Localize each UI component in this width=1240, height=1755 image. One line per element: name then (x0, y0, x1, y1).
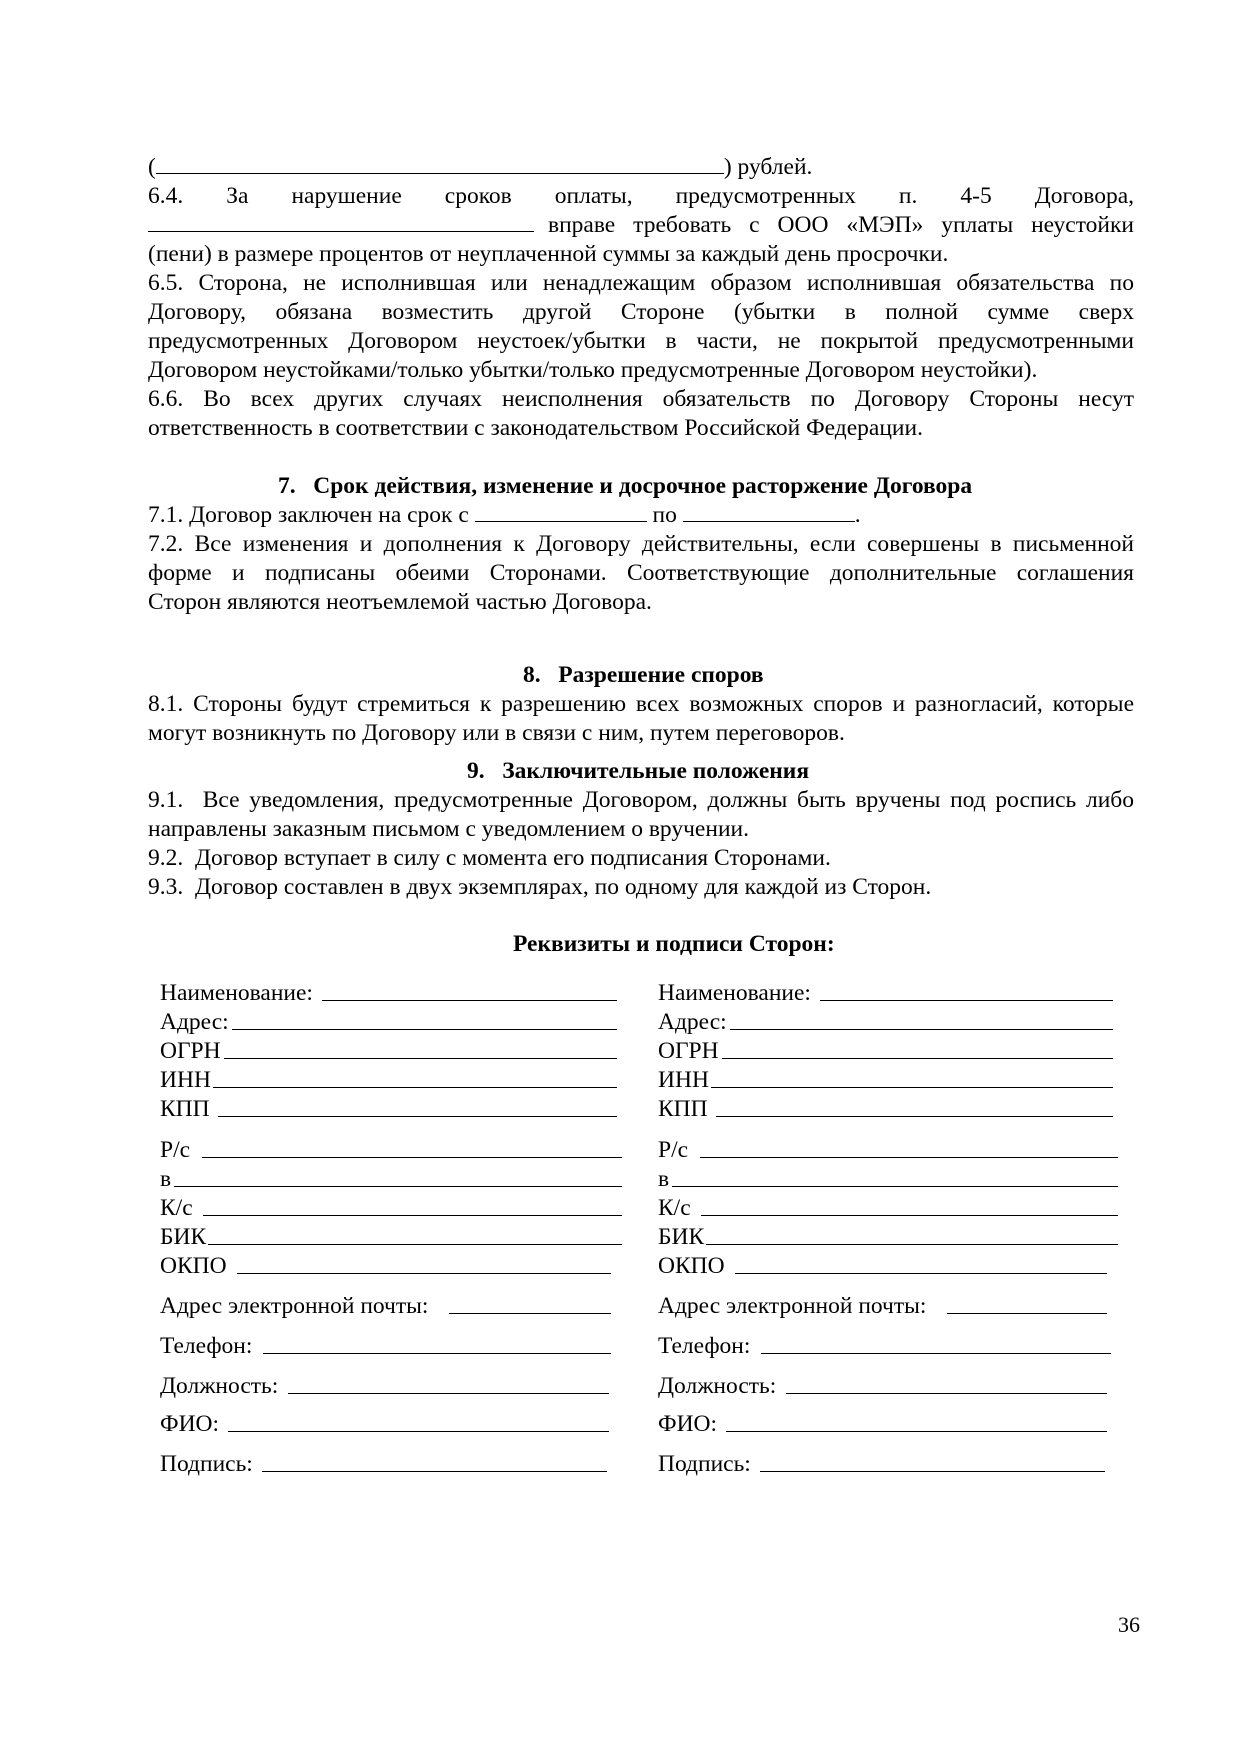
p6-4-line1: 6.4. За нарушение сроков оплаты, предусмотренных п. 4-5 Договора, (148, 183, 1135, 209)
field-rs-left[interactable] (202, 1157, 622, 1158)
label-ks-left: К/с (160, 1195, 193, 1221)
field-position-left[interactable] (288, 1393, 609, 1394)
field-name-right[interactable] (820, 1000, 1113, 1001)
field-signature-left[interactable] (262, 1471, 607, 1472)
label-ogrn-left: ОГРН (160, 1038, 221, 1064)
label-bank-left: в (160, 1166, 172, 1192)
label-rs-left: Р/с (160, 1137, 191, 1163)
amount-blank (156, 153, 724, 174)
p6-5-line2: Договору, обязана возместить другой Стороне (убытки в полной сумме сверх (148, 299, 1134, 325)
p7-2-line1: 7.2. Все изменения и дополнения к Договору действительны, если совершены в письменной (148, 531, 1134, 557)
field-bik-left[interactable] (208, 1244, 622, 1245)
field-inn-right[interactable] (711, 1087, 1113, 1088)
field-address-left[interactable] (232, 1029, 617, 1030)
p9-3: 9.3. Договор составлен в двух экземплярах, по одному для каждой из Сторон. (148, 874, 932, 900)
label-address-right: Адрес: (658, 1009, 727, 1035)
label-bik-right: БИК (658, 1224, 705, 1250)
field-rs-right[interactable] (700, 1157, 1118, 1158)
field-ks-left[interactable] (203, 1215, 622, 1216)
field-kpp-left[interactable] (218, 1116, 617, 1117)
field-okpo-left[interactable] (237, 1273, 611, 1274)
field-email-left[interactable] (449, 1313, 611, 1314)
label-okpo-right: ОКПО (658, 1253, 725, 1279)
label-fio-left: ФИО: (160, 1411, 220, 1437)
p6-4-line2-text: вправе требовать с ООО «МЭП» уплаты неустойки (548, 212, 1134, 238)
label-okpo-left: ОКПО (160, 1253, 227, 1279)
field-fio-right[interactable] (726, 1431, 1107, 1432)
p6-3-tail: ( ) рублей. (148, 154, 813, 180)
field-ogrn-left[interactable] (224, 1058, 617, 1059)
field-position-right[interactable] (786, 1393, 1107, 1394)
field-ks-right[interactable] (701, 1215, 1118, 1216)
p6-5-line4: Договором неустойками/только убытки/только предусмотренные Договором неустойки). (148, 357, 1038, 383)
field-fio-left[interactable] (228, 1431, 609, 1432)
label-phone-left: Телефон: (160, 1333, 253, 1359)
field-inn-left[interactable] (213, 1087, 617, 1088)
field-phone-right[interactable] (761, 1353, 1111, 1354)
field-email-right[interactable] (947, 1313, 1107, 1314)
label-name-left: Наименование: (160, 980, 313, 1006)
field-bank-left[interactable] (174, 1186, 622, 1187)
label-fio-right: ФИО: (658, 1411, 718, 1437)
label-rs-right: Р/с (658, 1137, 689, 1163)
section-7-title: 7. Срок действия, изменение и досрочное расторжение Договора (278, 473, 973, 499)
date-from-blank (475, 501, 647, 522)
field-bik-right[interactable] (706, 1244, 1118, 1245)
label-signature-right: Подпись: (658, 1451, 751, 1477)
requisites-title: Реквизиты и подписи Сторон: (513, 931, 835, 957)
field-kpp-right[interactable] (716, 1116, 1113, 1117)
p6-4-line3: (пени) в размере процентов от неуплаченной суммы за каждый день просрочки. (148, 241, 949, 267)
p7-2-line3: Сторон являются неотъемлемой частью Договора. (148, 589, 652, 615)
field-okpo-right[interactable] (735, 1273, 1107, 1274)
field-signature-right[interactable] (760, 1471, 1105, 1472)
label-kpp-right: КПП (658, 1096, 708, 1122)
label-inn-right: ИНН (658, 1067, 709, 1093)
label-bank-right: в (658, 1166, 670, 1192)
p6-6-line2: ответственность в соответствии с законодательством Российской Федерации. (148, 415, 923, 441)
field-phone-left[interactable] (263, 1353, 611, 1354)
p6-5-line3: предусмотренных Договором неустоек/убытки в части, не покрытой предусмотренными (148, 328, 1134, 354)
label-ks-right: К/с (658, 1195, 691, 1221)
section-9-title: 9. Заключительные положения (467, 758, 810, 784)
label-bik-left: БИК (160, 1224, 207, 1250)
field-name-left[interactable] (322, 1000, 617, 1001)
party-blank (148, 211, 534, 232)
p6-6-line1: 6.6. Во всех других случаях неисполнения обязательств по Договору Стороны несут (148, 386, 1134, 412)
label-email-left: Адрес электронной почты: (160, 1293, 429, 1319)
p7-2-line2: форме и подписаны обеими Сторонами. Соответствующие дополнительные соглашения (148, 560, 1134, 586)
p9-1-line2: направлены заказным письмом с уведомлением о вручении. (148, 816, 749, 842)
label-inn-left: ИНН (160, 1067, 211, 1093)
label-position-left: Должность: (160, 1373, 279, 1399)
p8-1-line1: 8.1. Стороны будут стремиться к разрешению всех возможных споров и разногласий, которые (148, 691, 1134, 717)
field-ogrn-right[interactable] (722, 1058, 1113, 1059)
field-bank-right[interactable] (672, 1186, 1118, 1187)
label-signature-left: Подпись: (160, 1451, 253, 1477)
p6-4-line2 (148, 211, 534, 240)
label-ogrn-right: ОГРН (658, 1038, 719, 1064)
field-address-right[interactable] (730, 1029, 1113, 1030)
p9-2: 9.2. Договор вступает в силу с момента его подписания Сторонами. (148, 845, 831, 871)
label-phone-right: Телефон: (658, 1333, 751, 1359)
label-kpp-left: КПП (160, 1096, 210, 1122)
date-to-blank (683, 501, 855, 522)
label-address-left: Адрес: (160, 1009, 229, 1035)
p7-1: 7.1. Договор заключен на срок с по . (148, 502, 861, 528)
label-position-right: Должность: (658, 1373, 777, 1399)
section-8-title: 8. Разрешение споров (523, 662, 764, 688)
p6-5-line1: 6.5. Сторона, не исполнившая или ненадлежащим образом исполнившая обязательства по (148, 270, 1134, 296)
page-number: 36 (1118, 1612, 1140, 1637)
p8-1-line2: могут возникнуть по Договору или в связи с ним, путем переговоров. (148, 720, 845, 746)
p9-1-line1: 9.1. Все уведомления, предусмотренные Договором, должны быть вручены под роспись либо (148, 787, 1134, 813)
label-email-right: Адрес электронной почты: (658, 1293, 927, 1319)
label-name-right: Наименование: (658, 980, 811, 1006)
